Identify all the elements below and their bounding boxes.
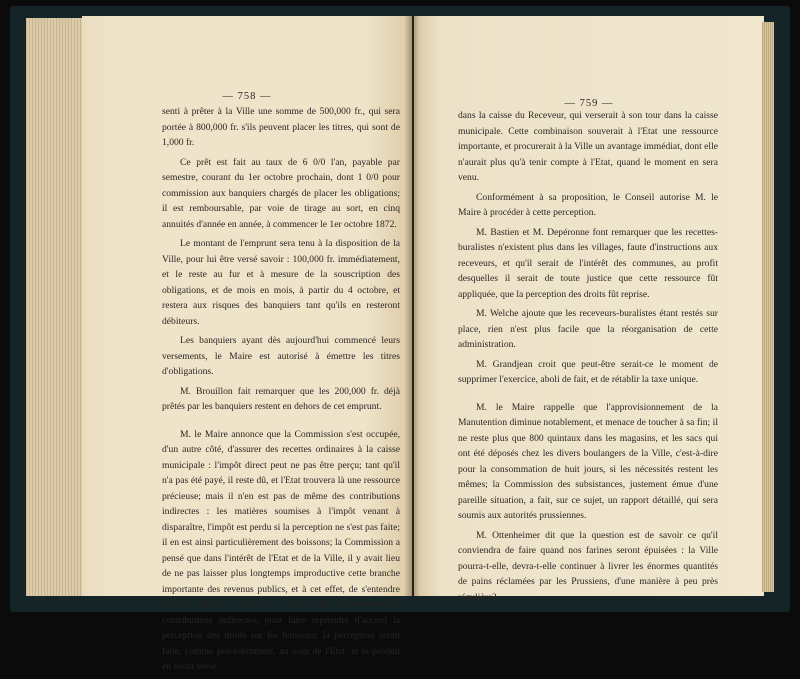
right-page-text: [458, 108, 718, 609]
book-gutter: [404, 16, 420, 596]
right-page: [414, 16, 764, 603]
paragraph: Conformément à sa proposition, le Conseil autorise M. le Maire à procéder à cette perception.: [458, 191, 718, 218]
right-page-number: — 759 —: [564, 98, 614, 109]
paragraph: Les banquiers ayant dès aujourd'hui commencé leurs versements, le Maire est autorisé à émettre les titres d'obligations.: [162, 335, 400, 377]
paragraph: dans la caisse du Receveur, qui verserait à son tour dans la caisse municipale. Cette combinaison souverait à l'Etat une ressource importante, et procurerait à la Ville un avantage immédiat, dont elle n'aurait plus qu'à tenir compte à l'Etat, quand le moment en sera venu.: [458, 110, 718, 183]
right-page-edges: [762, 22, 774, 592]
paragraph: Ce prêt est fait au taux de 6 0/0 l'an, payable par semestre, courant du 1er octobre prochain, dont 1 0/0 pour commission aux banquiers chargés de placer les obligations; il est remboursable, par voie de tirage au sort, en cinq annuités d'année en année, à commencer le 1er octobre 1872.: [162, 156, 400, 230]
paragraph: M. le Maire annonce que la Commission s'est occupée, d'un autre côté, d'assurer des recettes ordinaires à la caisse municipale : l'impôt direct peut ne pas être perçu; tant qu'il n'a pas été payé, il reste dû, et l'Etat trouvera là une ressource précieuse; mais il n'en est pas de même des contributions indirectes : les matières soumises à l'impôt venant à disparaître, l'impôt est perdu si la perception ne s'est pas faite; il en est ainsi particulièrement des boissons; la Commission a pensé que dans l'intérêt de l'Etat et de la Ville, il y avait lieu de ne pas laisser plus longtemps improductive cette branche importante des revenus publics, et à cet effet, de s'entendre avec le Préposé en chef de l'octroi et le Receveur des contributions indirectes, pour faire reprendre d'accord la perception des droits sur les boissons; la perception serait faite, comme précédemment, au nom de l'Etat, et le produit en serait versé: [162, 428, 400, 672]
paragraph: senti à prêter à la Ville une somme de 500,000 fr., qui sera portée à 800,000 fr. s'ils peuvent placer les titres, qui sont de 1,000 fr.: [162, 106, 400, 148]
left-page-text: [162, 104, 400, 679]
page-edges: [26, 18, 86, 596]
left-page-number: — 758 —: [222, 91, 272, 102]
paragraph: Le montant de l'emprunt sera tenu à la disposition de la Ville, pour lui être versé savoir : 100,000 fr. immédiatement, et le reste au fur et à mesure de la souscription des obligations, et de mois en mois, à partir du 4 octobre, et restera aux risques des banquiers tant qu'ils en resteront débiteurs.: [162, 238, 400, 327]
paragraph: M. Brouillon fait remarquer que les 200,000 fr. déjà prêtés par les banquiers restent en dehors de cet emprunt.: [162, 385, 400, 412]
paragraph: M. Ottenheimer dit que la question est de savoir ce qu'il conviendra de faire quand nos farines seront épuisées : la Ville pourra-t-elle, devra-t-elle continuer à livrer les énormes quantités de pains réclamées par les Prussiens, d'une manière à peu près régulière?: [458, 529, 718, 603]
left-page: [82, 16, 412, 672]
paragraph: M. Grandjean croit que peut-être serait-ce le moment de supprimer l'exercice, aboli de fait, et de rétablir la taxe unique.: [458, 358, 718, 385]
paragraph: M. le Maire rappelle que l'approvisionnement de la Manutention diminue notablement, et menace de toucher à sa fin; il ne reste plus que 800 quintaux dans les magasins, et les sacs qui ont été déposés chez les divers boulangers de la Ville, c'est-à-dire pour la consommation de huit jours, si les nécessités restent les mêmes; la Commission des subsistances, justement émue d'une pareille situation, a fait, sur ce sujet, un rapport détaillé, qui sera soumis aux autorités prussiennes.: [458, 401, 718, 521]
paragraph: M. Bastien et M. Depéronne font remarquer que les recettes-buralistes n'existent plus dans les villages, faute d'instructions aux receveurs, et qu'il serait de l'intérêt des communes, au profit desquelles il serait de toute justice que cette ressource fût appliquée, que la perception des droits fût reprise.: [458, 226, 718, 300]
paragraph: M. Welche ajoute que les receveurs-buralistes étant restés sur place, rien n'est plus facile que la réorganisation de cette administration.: [458, 308, 718, 350]
